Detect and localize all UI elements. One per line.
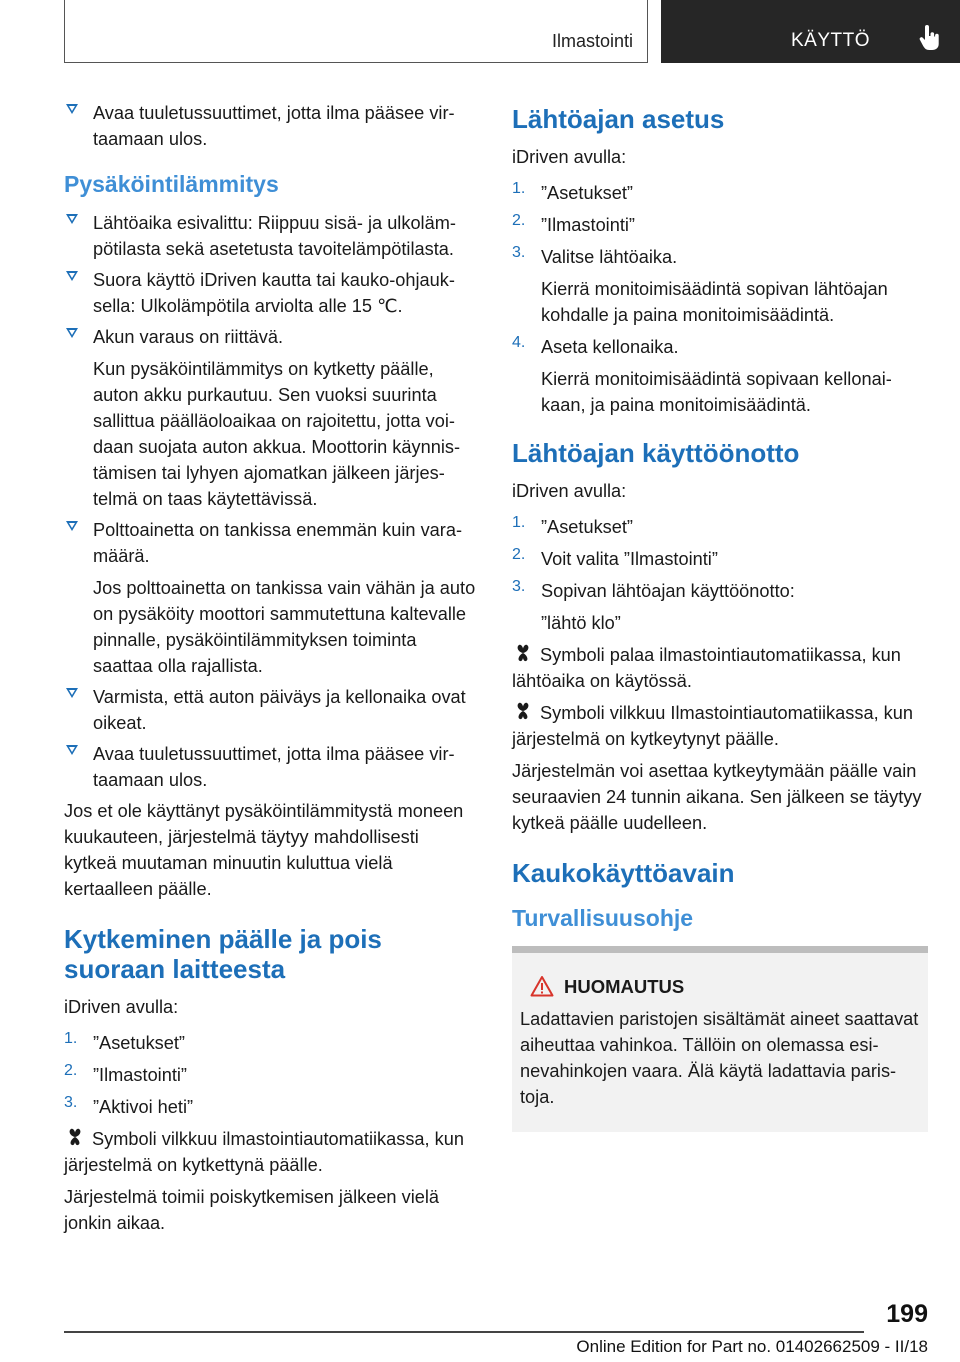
list-item: [512, 578, 928, 636]
bullet-text: Avaa tuuletussuuttimet, jotta ilma pääsee virtaamaan ulos.: [93, 744, 455, 790]
step-text: ”Asetukset”: [541, 183, 633, 203]
warning-triangle-icon: [530, 975, 554, 997]
list-item: [64, 741, 476, 793]
footer-divider: [64, 1331, 864, 1333]
triangle-bullet-icon: [66, 745, 78, 755]
symbol-note: [512, 642, 928, 694]
step-text: Sopivan lähtöajan käyttöönotto:: [541, 581, 795, 601]
list-item: [64, 210, 476, 262]
step-text: ”Ilmastointi”: [541, 215, 635, 235]
bullet-text: Suora käyttö iDriven kautta tai kauko-ohjauksella: Ulkolämpötila arviolta alle 15 ℃.: [93, 270, 455, 316]
fan-symbol-icon: [64, 1127, 86, 1147]
after-switch-off-note: Järjestelmä toimii poiskytkemisen jälkeen vielä jonkin aikaa.: [64, 1187, 440, 1233]
list-item: [64, 267, 476, 319]
step-number: 2.: [512, 212, 526, 229]
symbol-note-text: Symboli palaa ilmastointiautomatiikassa, kun lähtöaika on käytössä.: [512, 645, 901, 691]
list-item: [512, 180, 928, 206]
triangle-bullet-icon: [66, 688, 78, 698]
symbol-note-text: Symboli vilkkuu Ilmastointiautomatiikassa, kun järjestelmä on kytkeytynyt päälle.: [512, 703, 913, 749]
set-intro: iDriven avulla:: [512, 147, 627, 167]
step-number: 2.: [64, 1062, 78, 1079]
symbol-note-text: Symboli vilkkuu ilmastointiautomatiikassa, kun järjestelmä on kytkettynä päälle.: [64, 1129, 464, 1175]
list-item: [64, 1094, 476, 1120]
header-section-tab: [64, 0, 648, 63]
bullet-subtext: Kun pysäköintilämmitys on kytketty päälle, auton akku purkautuu. Sen vuoksi suurinta sallittua päälläoloaikaa on rajoitettu, jotta voidaan suojata auton akkua. Moottorin käynnistämisen tai lyhyen ajomatkan jälkeen järjestelmä on taas käytettävissä.: [93, 359, 461, 509]
bullet-text: Avaa tuuletussuuttimet, jotta ilma pääsee virtaamaan ulos.: [93, 103, 455, 149]
list-item: [512, 514, 928, 540]
list-item: [512, 334, 928, 418]
list-item: [64, 1030, 476, 1056]
month-note: Jos et ole käyttänyt pysäköintilämmitystä moneen kuukauteen, järjestelmä täytyy mahdollisesti kytkeä muutaman minuutin kuluttua vielä kertaalleen päälle.: [64, 801, 464, 899]
list-item: [64, 100, 476, 152]
warning-text: Ladattavien paristojen sisältämät aineet saattavat aiheuttaa vahinkoa. Tällöin on olemassa esinevahinkojen vaara. Älä käytä ladattavia paristoja.: [520, 1009, 919, 1107]
warning-header: [520, 975, 920, 998]
safety-heading: Turvallisuusohje: [512, 905, 694, 931]
list-item: [64, 1062, 476, 1088]
symbol-note: [64, 1126, 476, 1178]
step-number: 3.: [512, 244, 526, 261]
fan-symbol-icon: [512, 701, 534, 721]
step-number: 1.: [64, 1030, 78, 1047]
step-number: 4.: [512, 334, 526, 351]
step-number: 1.: [512, 180, 526, 197]
remote-key-heading: Kaukokäyttöavain: [512, 858, 735, 888]
list-item: [64, 324, 476, 512]
step-text: Aseta kellonaika.: [541, 337, 679, 357]
page-number: 199: [886, 1300, 928, 1328]
departure-time-activate-heading: Lähtöajan käyttöönotto: [512, 438, 800, 468]
step-number: 3.: [512, 578, 526, 595]
bullet-text: Lähtöaika esivalittu: Riippuu sisä- ja ulkolämpötilasta sekä asetetusta tavoitelämpötilasta.: [93, 213, 456, 259]
step-text: ”Aktivoi heti”: [93, 1097, 194, 1117]
bullet-text: Polttoainetta on tankissa enemmän kuin varamäärä.: [93, 520, 463, 566]
triangle-bullet-icon: [66, 328, 78, 338]
header-chapter-tab: [661, 0, 960, 63]
warning-title: HUOMAUTUS: [564, 976, 685, 997]
parking-heater-heading: Pysäköintilämmitys: [64, 171, 279, 197]
step-subtext: Kierrä monitoimisäädintä sopivan lähtöajan kohdalle ja paina monitoimisäädintä.: [541, 279, 888, 325]
departure-time-set-heading: Lähtöajan asetus: [512, 104, 725, 134]
right-column: [512, 100, 928, 1132]
step-text: ”Asetukset”: [541, 517, 633, 537]
step-text: Valitse lähtöaika.: [541, 247, 678, 267]
triangle-bullet-icon: [66, 214, 78, 224]
warning-box: [512, 946, 928, 1132]
bullet-text: Akun varaus on riittävä.: [93, 327, 284, 347]
list-item: [512, 212, 928, 238]
step-subtext: Kierrä monitoimisäädintä sopivaan kellonaikaan, ja paina monitoimisäädintä.: [541, 369, 892, 415]
step-text: ”Asetukset”: [93, 1033, 185, 1053]
activate-intro: iDriven avulla:: [512, 481, 627, 501]
edition-note: Online Edition for Part no. 01402662509 - II/18: [576, 1337, 928, 1356]
chapter-title: KÄYTTÖ: [791, 30, 871, 51]
section-title: Ilmastointi: [551, 31, 633, 51]
step-text: ”Ilmastointi”: [93, 1065, 187, 1085]
list-item: [512, 546, 928, 572]
step-text: Voit valita ”Ilmastointi”: [541, 549, 718, 569]
triangle-bullet-icon: [66, 521, 78, 531]
symbol-note: [512, 700, 928, 752]
fan-symbol-icon: [512, 643, 534, 663]
time-limit-note: Järjestelmän voi asettaa kytkeytymään päälle vain seuraavien 24 tunnin aikana. Sen jälkeen se täytyy kytkeä päälle uudelleen.: [512, 761, 922, 833]
list-item: [64, 684, 476, 736]
triangle-bullet-icon: [66, 104, 78, 114]
triangle-bullet-icon: [66, 271, 78, 281]
step-number: 3.: [64, 1094, 78, 1111]
step-number: 1.: [512, 514, 526, 531]
pointing-hand-icon: [919, 25, 941, 51]
left-column: [64, 100, 476, 1242]
direct-switch-heading: Kytkeminen päälle ja pois suoraan laitteesta: [64, 924, 382, 984]
bullet-text: Varmista, että auton päiväys ja kellonaika ovat oikeat.: [93, 687, 466, 733]
step-number: 2.: [512, 546, 526, 563]
list-item: [64, 517, 476, 679]
bullet-subtext: Jos polttoainetta on tankissa vain vähän ja auto on pysäköity moottori sammutettuna kaltevalle pinnalle, pysäköintilämmityksen toiminta saattaa olla rajallista.: [93, 578, 476, 676]
direct-intro: iDriven avulla:: [64, 997, 179, 1017]
step-subtext: ”lähtö klo”: [541, 613, 621, 633]
list-item: [512, 244, 928, 328]
